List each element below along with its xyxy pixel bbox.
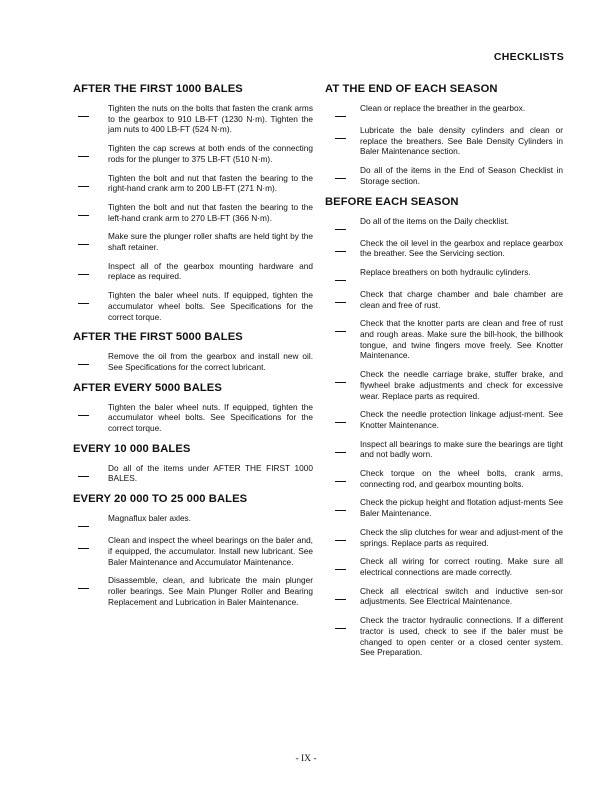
check-blank	[335, 302, 346, 303]
section-after-first-5000-bales	[73, 331, 313, 372]
check-blank	[78, 364, 89, 365]
left-column	[73, 83, 313, 616]
checklist-item-text: Check the needle protection linkage adjust-ment. See Knotter Maintenance.	[360, 409, 563, 430]
checklist-item-text: Disassemble, clean, and lubricate the main plunger roller bearings. See Main Plunger Roller and Bearing Replacement and Lubrication in Baler Maintenance.	[108, 575, 313, 607]
check-blank	[335, 569, 346, 570]
checklist-item-text: Check that the knotter parts are clean and free of rust and rough areas. Make sure the bill-hook, the billhook tongue, and twine fingers move freely. See Knotter Maintenance.	[360, 318, 563, 361]
check-blank	[335, 540, 346, 541]
right-column	[325, 83, 563, 667]
checklist-item-text: Do all of the items in the End of Season Checklist in Storage section.	[360, 165, 563, 186]
checklist-item-text: Tighten the baler wheel nuts. If equipped, tighten the accumulator wheel bolts. See Specifications for the correct torque.	[108, 401, 313, 434]
check-blank	[335, 229, 346, 230]
check-blank	[78, 156, 89, 157]
checklist-item-text: Check the slip clutches for wear and adjust-ment of the springs. Replace parts as required.	[360, 526, 563, 548]
check-blank	[78, 415, 89, 416]
check-blank	[335, 422, 346, 423]
checklist-item	[325, 289, 563, 310]
checklist-item	[325, 586, 563, 607]
check-blank	[78, 244, 89, 245]
check-blank	[335, 251, 346, 252]
checklist-item-text: Check the pickup height and flotation adjust-ments See Baler Maintenance.	[360, 497, 563, 519]
checklist-item-text: Tighten the cap screws at both ends of the connecting rods for the plunger to 375 LB-FT (510 N·m).	[108, 143, 313, 164]
check-blank	[335, 481, 346, 482]
checklist-item	[73, 261, 313, 282]
section-title: AT THE END OF EACH SEASON	[325, 83, 498, 95]
checklist-item	[325, 615, 563, 658]
checklist-item-text: Inspect all bearings to make sure the bearings are tight and not badly worn.	[360, 438, 563, 460]
checklist-item	[325, 216, 563, 230]
checklist-item-text: Lubricate the bale density cylinders and clean or replace the breathers. See Bale Density Cylinders in Baler Maintenance section.	[360, 125, 563, 157]
check-blank	[335, 178, 346, 179]
section-title: AFTER EVERY 5000 BALES	[73, 381, 222, 394]
checklist-item	[73, 402, 313, 434]
section-before-each-season	[325, 196, 563, 658]
checklist-item	[325, 409, 563, 430]
section-title: AFTER THE FIRST 5000 BALES	[73, 331, 243, 344]
section-title: BEFORE EACH SEASON	[325, 195, 459, 208]
checklist-item-text: Check the tractor hydraulic connections. If a different tractor is used, check to see if the baler must be changed to open center or a closed center system. See Preparation.	[360, 615, 563, 658]
checklist-item	[73, 173, 313, 194]
checklist-item-text: Make sure the plunger roller shafts are held tight by the shaft retainer.	[108, 231, 313, 253]
checklist-item-text: Check torque on the wheel bolts, crank arms, connecting rod, and gearbox mounting bolts.	[360, 468, 563, 489]
checklist-item	[73, 535, 313, 567]
section-end-of-each-season	[325, 83, 563, 187]
check-blank	[78, 116, 89, 117]
check-blank	[335, 452, 346, 453]
checklist-item	[325, 497, 563, 518]
checklist-item	[325, 468, 563, 489]
check-blank	[78, 526, 89, 527]
checklist-item	[73, 513, 313, 527]
checklist-item	[325, 238, 563, 259]
checklist-item-text: Tighten the nuts on the bolts that fasten the crank arms to the gearbox to 910 LB-FT (1230 N·m). Tighten the jam nuts to 400 LB-FT (524 N·m).	[108, 103, 313, 135]
checklist-item-text: Clean or replace the breather in the gearbox.	[360, 103, 526, 113]
checklist-item-text: Check the needle carriage brake, stuffer brake, and flywheel brake adjustments and check for excessive wear. Replace parts as required.	[360, 369, 563, 401]
check-blank	[78, 588, 89, 589]
checklist-item	[325, 318, 563, 361]
checklist-item	[325, 527, 563, 548]
section-after-first-1000-bales	[73, 83, 313, 322]
check-blank	[78, 274, 89, 275]
check-blank	[335, 331, 346, 332]
checklist-item-text: Check that charge chamber and bale chamber are clean and free of rust.	[360, 288, 563, 310]
check-blank	[335, 599, 346, 600]
checklist-item	[325, 439, 563, 460]
checklist-item	[73, 231, 313, 252]
checklist-item	[73, 463, 313, 484]
checklist-item-text: Check all electrical switch and inductive sen-sor adjustments. See Electrical Maintenance.	[360, 585, 563, 607]
section-title: AFTER THE FIRST 1000 BALES	[73, 83, 243, 95]
check-blank	[78, 186, 89, 187]
checklist-item-text: Magnaflux baler axles.	[108, 513, 192, 524]
check-blank	[335, 280, 346, 281]
checklist-item-text: Do all of the items under AFTER THE FIRST 1000 BALES.	[108, 462, 313, 484]
section-title: EVERY 20 000 TO 25 000 BALES	[73, 493, 248, 506]
checklist-item-text: Tighten the bolt and nut that fasten the bearing to the left-hand crank arm to 270 LB-FT (366 N·m).	[108, 201, 313, 223]
check-blank	[335, 510, 346, 511]
checklist-item	[325, 125, 563, 157]
checklist-item-text: Tighten the bolt and nut that fasten the bearing to the right-hand crank arm to 200 LB-FT (271 N·m).	[108, 172, 313, 194]
page-header-title: CHECKLISTS	[493, 51, 564, 63]
check-blank	[78, 303, 89, 304]
checklist-item-text: Replace breathers on both hydraulic cylinders.	[360, 266, 531, 277]
checklist-item	[325, 369, 563, 401]
checklist-item-text: Inspect all of the gearbox mounting hardware and replace as required.	[108, 260, 313, 282]
checklist-item-text: Remove the oil from the gearbox and install new oil. See Specifications for the correct lubricant.	[108, 351, 313, 372]
section-every-20000-to-25000-bales	[73, 493, 313, 607]
checklist-item	[325, 267, 563, 281]
checklist-item	[73, 351, 313, 372]
section-title: EVERY 10 000 BALES	[73, 442, 191, 455]
check-blank	[335, 138, 346, 139]
checklist-item	[325, 556, 563, 577]
check-blank	[78, 548, 89, 549]
check-blank	[78, 215, 89, 216]
checklist-item-text: Check the oil level in the gearbox and replace gearbox the breather. See the Servicing section.	[360, 237, 563, 259]
checklist-item-text: Clean and inspect the wheel bearings on the baler and, if equipped, the accumulator. Install new lubricant. See Baler Maintenance and Accumulator Maintenance.	[108, 535, 313, 567]
section-after-every-5000-bales	[73, 382, 313, 434]
checklist-item-text: Check all wiring for correct routing. Make sure all electrical connections are made correctly.	[360, 556, 563, 577]
checklist-item	[73, 103, 313, 135]
section-every-10000-bales	[73, 443, 313, 484]
checklist-item-text: Tighten the baler wheel nuts. If equipped, tighten the accumulator wheel bolts. See Specifications for the correct torque.	[108, 290, 313, 322]
checklist-item-text: Do all of the items on the Daily checklist.	[360, 215, 509, 226]
checklist-item	[73, 202, 313, 223]
checklist-item	[325, 165, 563, 186]
check-blank	[78, 476, 89, 477]
checklist-item	[73, 143, 313, 164]
checklist-item	[73, 290, 313, 322]
checklist-item	[325, 103, 563, 117]
checklist-item	[73, 575, 313, 607]
check-blank	[335, 116, 346, 117]
page-number: - IX -	[295, 754, 317, 764]
check-blank	[335, 382, 346, 383]
check-blank	[335, 628, 346, 629]
